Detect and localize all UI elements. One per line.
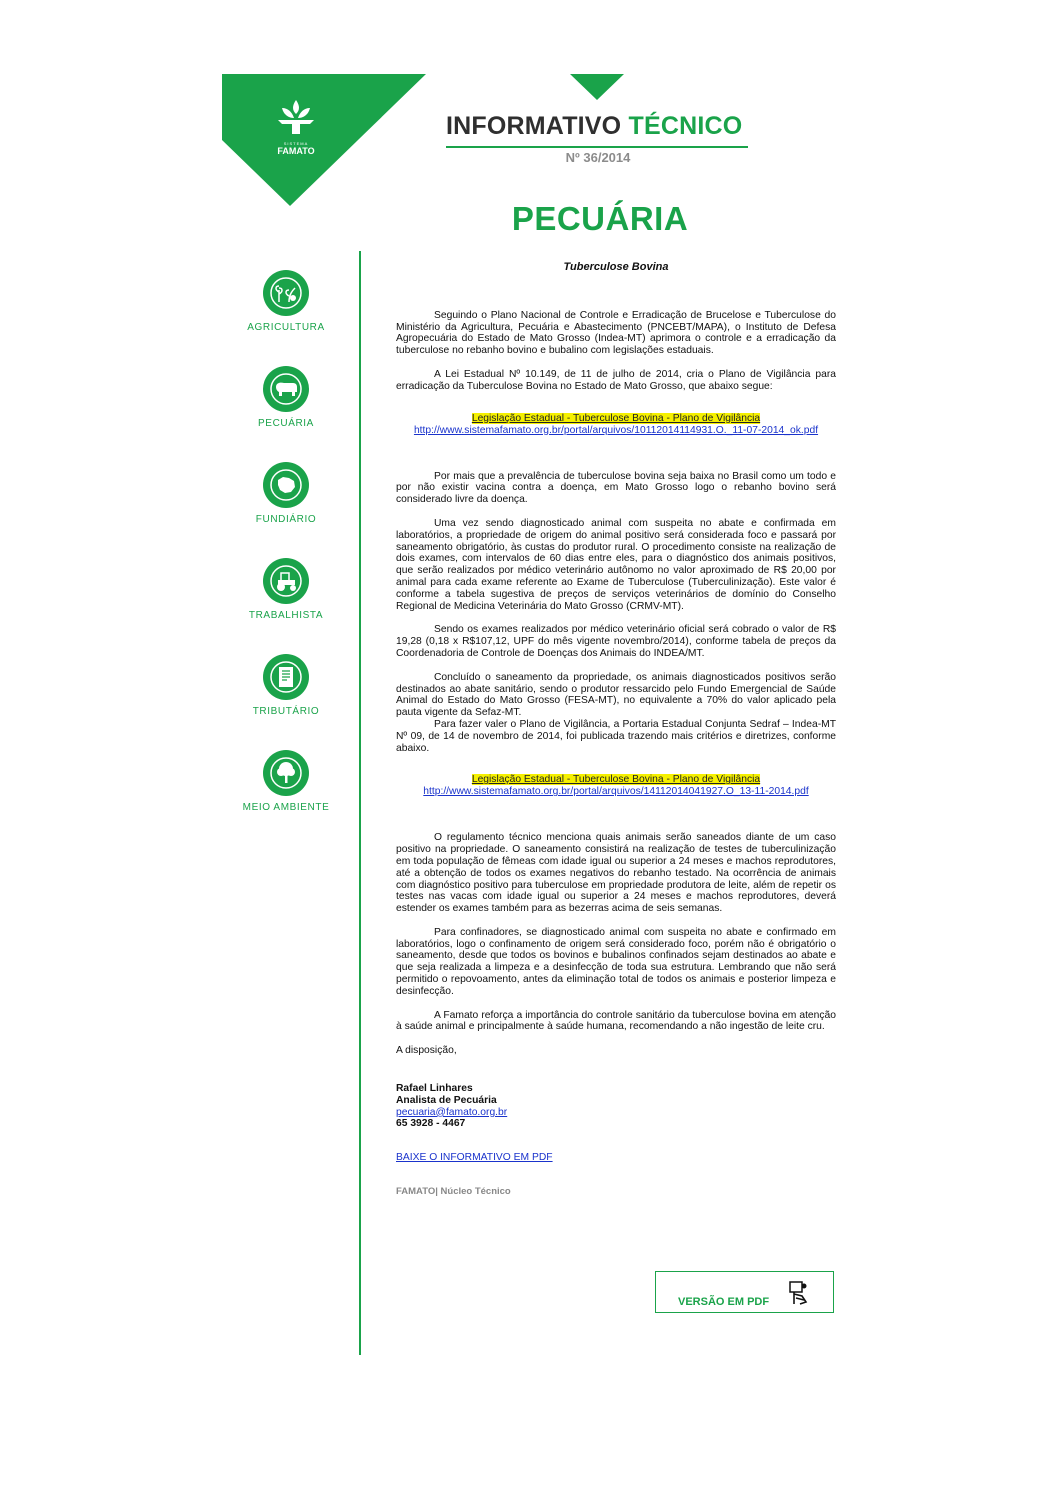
paragraph: A Famato reforça a importância do controle sanitário da tuberculose bovina em atenção à saúde animal e principalmente à saúde humana, recomendando a não ingestão de leite cru. — [396, 1009, 836, 1033]
logo-plant-icon — [270, 96, 322, 136]
pdf-pointer-icon — [788, 1280, 810, 1306]
sidebar-item-label: MEIO AMBIENTE — [242, 802, 330, 813]
paragraph: Para confinadores, se diagnosticado animal com suspeita no abate e confirmado em laboratórios, logo o confinamento de origem será considerado foco, porém não é obrigatório o saneamento, desde que todos os bovinos e bubalinos confinados sejam destinados ao abate e que seja realizada a limpeza e a desinfecção de toda sua estrutura. Lembrando que não será permitido o repovoamento, antes da eliminação total de todos os animais e posterior limpeza e desinfecção. — [396, 926, 836, 997]
legislation-link-title[interactable]: Legislação Estadual - Tuberculose Bovina - Plano de Vigilância — [471, 412, 761, 424]
legislation-link-title[interactable]: Legislação Estadual - Tuberculose Bovina - Plano de Vigilância — [471, 774, 761, 786]
signature-name: Rafael Linhares — [396, 1083, 473, 1095]
paragraph: Por mais que a prevalência de tuberculose bovina seja baixa no Brasil como um todo e por não existir vacina contra a doença, em Mato Grosso logo o rebanho bovino será considerado livre da doença. — [396, 470, 836, 506]
sidebar-item-agricultura[interactable] — [232, 270, 340, 333]
paragraph: Sendo os exames realizados por médico veterinário oficial será cobrado o valor de R$ 19,28 (0,18 x R$107,12, UPF do mês vigente novembro/2014), conforme tabela de preços da Coordenadoria de Controle de Doenças dos Animais do INDEA/MT. — [396, 624, 836, 659]
famato-logo — [270, 96, 322, 154]
document-icon — [263, 654, 309, 700]
sidebar-item-trabalhista[interactable] — [232, 558, 340, 621]
closing: A disposição, — [396, 1045, 457, 1057]
logo-subtext: SISTEMA — [283, 141, 309, 146]
sidebar-item-label: TRIBUTÁRIO — [252, 706, 320, 717]
informativo-title — [446, 112, 750, 146]
signature-role: Analista de Pecuária — [396, 1094, 497, 1106]
section-title: PECUÁRIA — [511, 200, 689, 237]
signature-phone: 65 3928 - 4467 — [396, 1118, 466, 1130]
legislation-link-block-2 — [396, 774, 836, 798]
footer-note: FAMATO| Núcleo Técnico — [396, 1186, 511, 1198]
sidebar-item-label: FUNDIÁRIO — [255, 514, 317, 525]
agriculture-icon — [263, 270, 309, 316]
legislation-link-url[interactable]: http://www.sistemafamato.org.br/portal/arquivos/14112014041927.O_13-11-2014.pdf — [423, 786, 809, 798]
sidebar-item-label: TRABALHISTA — [248, 610, 324, 621]
sidebar-item-label: PECUÁRIA — [258, 418, 314, 429]
title-part-informativo: INFORMATIVO — [446, 112, 622, 140]
logo-text: FAMATO — [277, 146, 315, 156]
sidebar-item-label: AGRICULTURA — [247, 322, 325, 333]
paragraph: A Lei Estadual Nº 10.149, de 11 de julho de 2014, cria o Plano de Vigilância para erradicação da Tuberculose Bovina no Estado de Mato Grosso, que abaixo segue: — [396, 368, 836, 392]
signature-email-link[interactable]: pecuaria@famato.org.br — [396, 1106, 508, 1118]
paragraph: Para fazer valer o Plano de Vigilância, a Portaria Estadual Conjunta Sedraf – Indea-MT Nº 09, de 14 de novembro de 2014, foi publicada trazendo mais critérios e diretrizes, conforme abaixo. — [396, 718, 836, 754]
sidebar-item-meio-ambiente[interactable] — [232, 750, 340, 813]
legislation-link-url[interactable]: http://www.sistemafamato.org.br/portal/arquivos/10112014114931.O._11-07-2014_ok.pdf — [413, 424, 819, 436]
article-subtitle: Tuberculose Bovina — [563, 261, 669, 273]
issue-number: Nº 36/2014 — [565, 150, 631, 165]
article-body — [396, 262, 836, 1198]
sidebar-item-pecuaria[interactable] — [232, 366, 340, 429]
pdf-version-button[interactable] — [655, 1271, 834, 1313]
header-notch-triangle — [570, 74, 624, 100]
paragraph: O regulamento técnico menciona quais animais serão saneados diante de um caso positivo na propriedade. O saneamento consistirá na realização de testes de tuberculinização em toda população de fêmeas com idade igual ou superior a 24 meses e machos reprodutores, até a obtenção de todos os exames negativos do rebanho testado. Na ocorrência de animais com diagnóstico positivo para tuberculose em propriedade produtora de leite, além de repetir os testes nas vacas com idade igual ou superior a 24 meses e machos reprodutores, deverá estender os exames também para as bezerras acima de seis semanas. — [396, 832, 836, 915]
title-underline — [446, 146, 748, 148]
map-icon — [263, 462, 309, 508]
pdf-version-label: VERSÃO EM PDF — [678, 1296, 770, 1308]
cattle-icon — [263, 366, 309, 412]
sidebar-item-fundiario[interactable] — [232, 462, 340, 525]
paragraph: Concluído o saneamento da propriedade, os animais diagnosticados positivos serão destinados ao abate sanitário, sendo o produtor ressarcido pelo Fundo Emergencial de Saúde Animal do Estado do Mato Grosso (FESA-MT), no equivalente a 70% do valor aplicado pela pauta vigente da Sefaz-MT. — [396, 671, 836, 719]
header-corner-triangle — [222, 74, 426, 206]
sidebar-item-tributario[interactable] — [232, 654, 340, 717]
paragraph: Seguindo o Plano Nacional de Controle e Erradicação de Brucelose e Tuberculose do Ministério da Agricultura, Pecuária e Abastecimento (PNCEBT/MAPA), o Instituto de Defesa Agropecuária do Estado de Mato Grosso (Indea-MT) aprimora o controle e a erradicação da tuberculose no rebanho bovino e bubalino com legislações estaduais. — [396, 309, 836, 357]
vertical-divider — [359, 251, 361, 1355]
download-pdf-link[interactable]: BAIXE O INFORMATIVO EM PDF — [396, 1152, 553, 1164]
tree-icon — [263, 750, 309, 796]
paragraph: Uma vez sendo diagnosticado animal com suspeita no abate e confirmada em laboratórios, a propriedade de origem do animal positivo será considerada foco e passará por saneamento obrigatório, às custas do produtor rural. O procedimento consiste na realização de dois exames, com intervalos de 60 dias entre eles, para o diagnóstico dos animais positivos, que serão realizados por médico veterinário autônomo no valor aproximado de R$ 20,00 por animal para cada exame referente ao Exame de Tuberculose (Tuberculinização). Este valor é conforme a tabela sugestiva de preços de serviços veterinários de domínio do Conselho Regional de Medicina Veterinária do Mato Grosso (CRMV-MT). — [396, 517, 836, 612]
tractor-icon — [263, 558, 309, 604]
legislation-link-block-1 — [396, 413, 836, 437]
title-part-tecnico: TÉCNICO — [628, 112, 743, 140]
